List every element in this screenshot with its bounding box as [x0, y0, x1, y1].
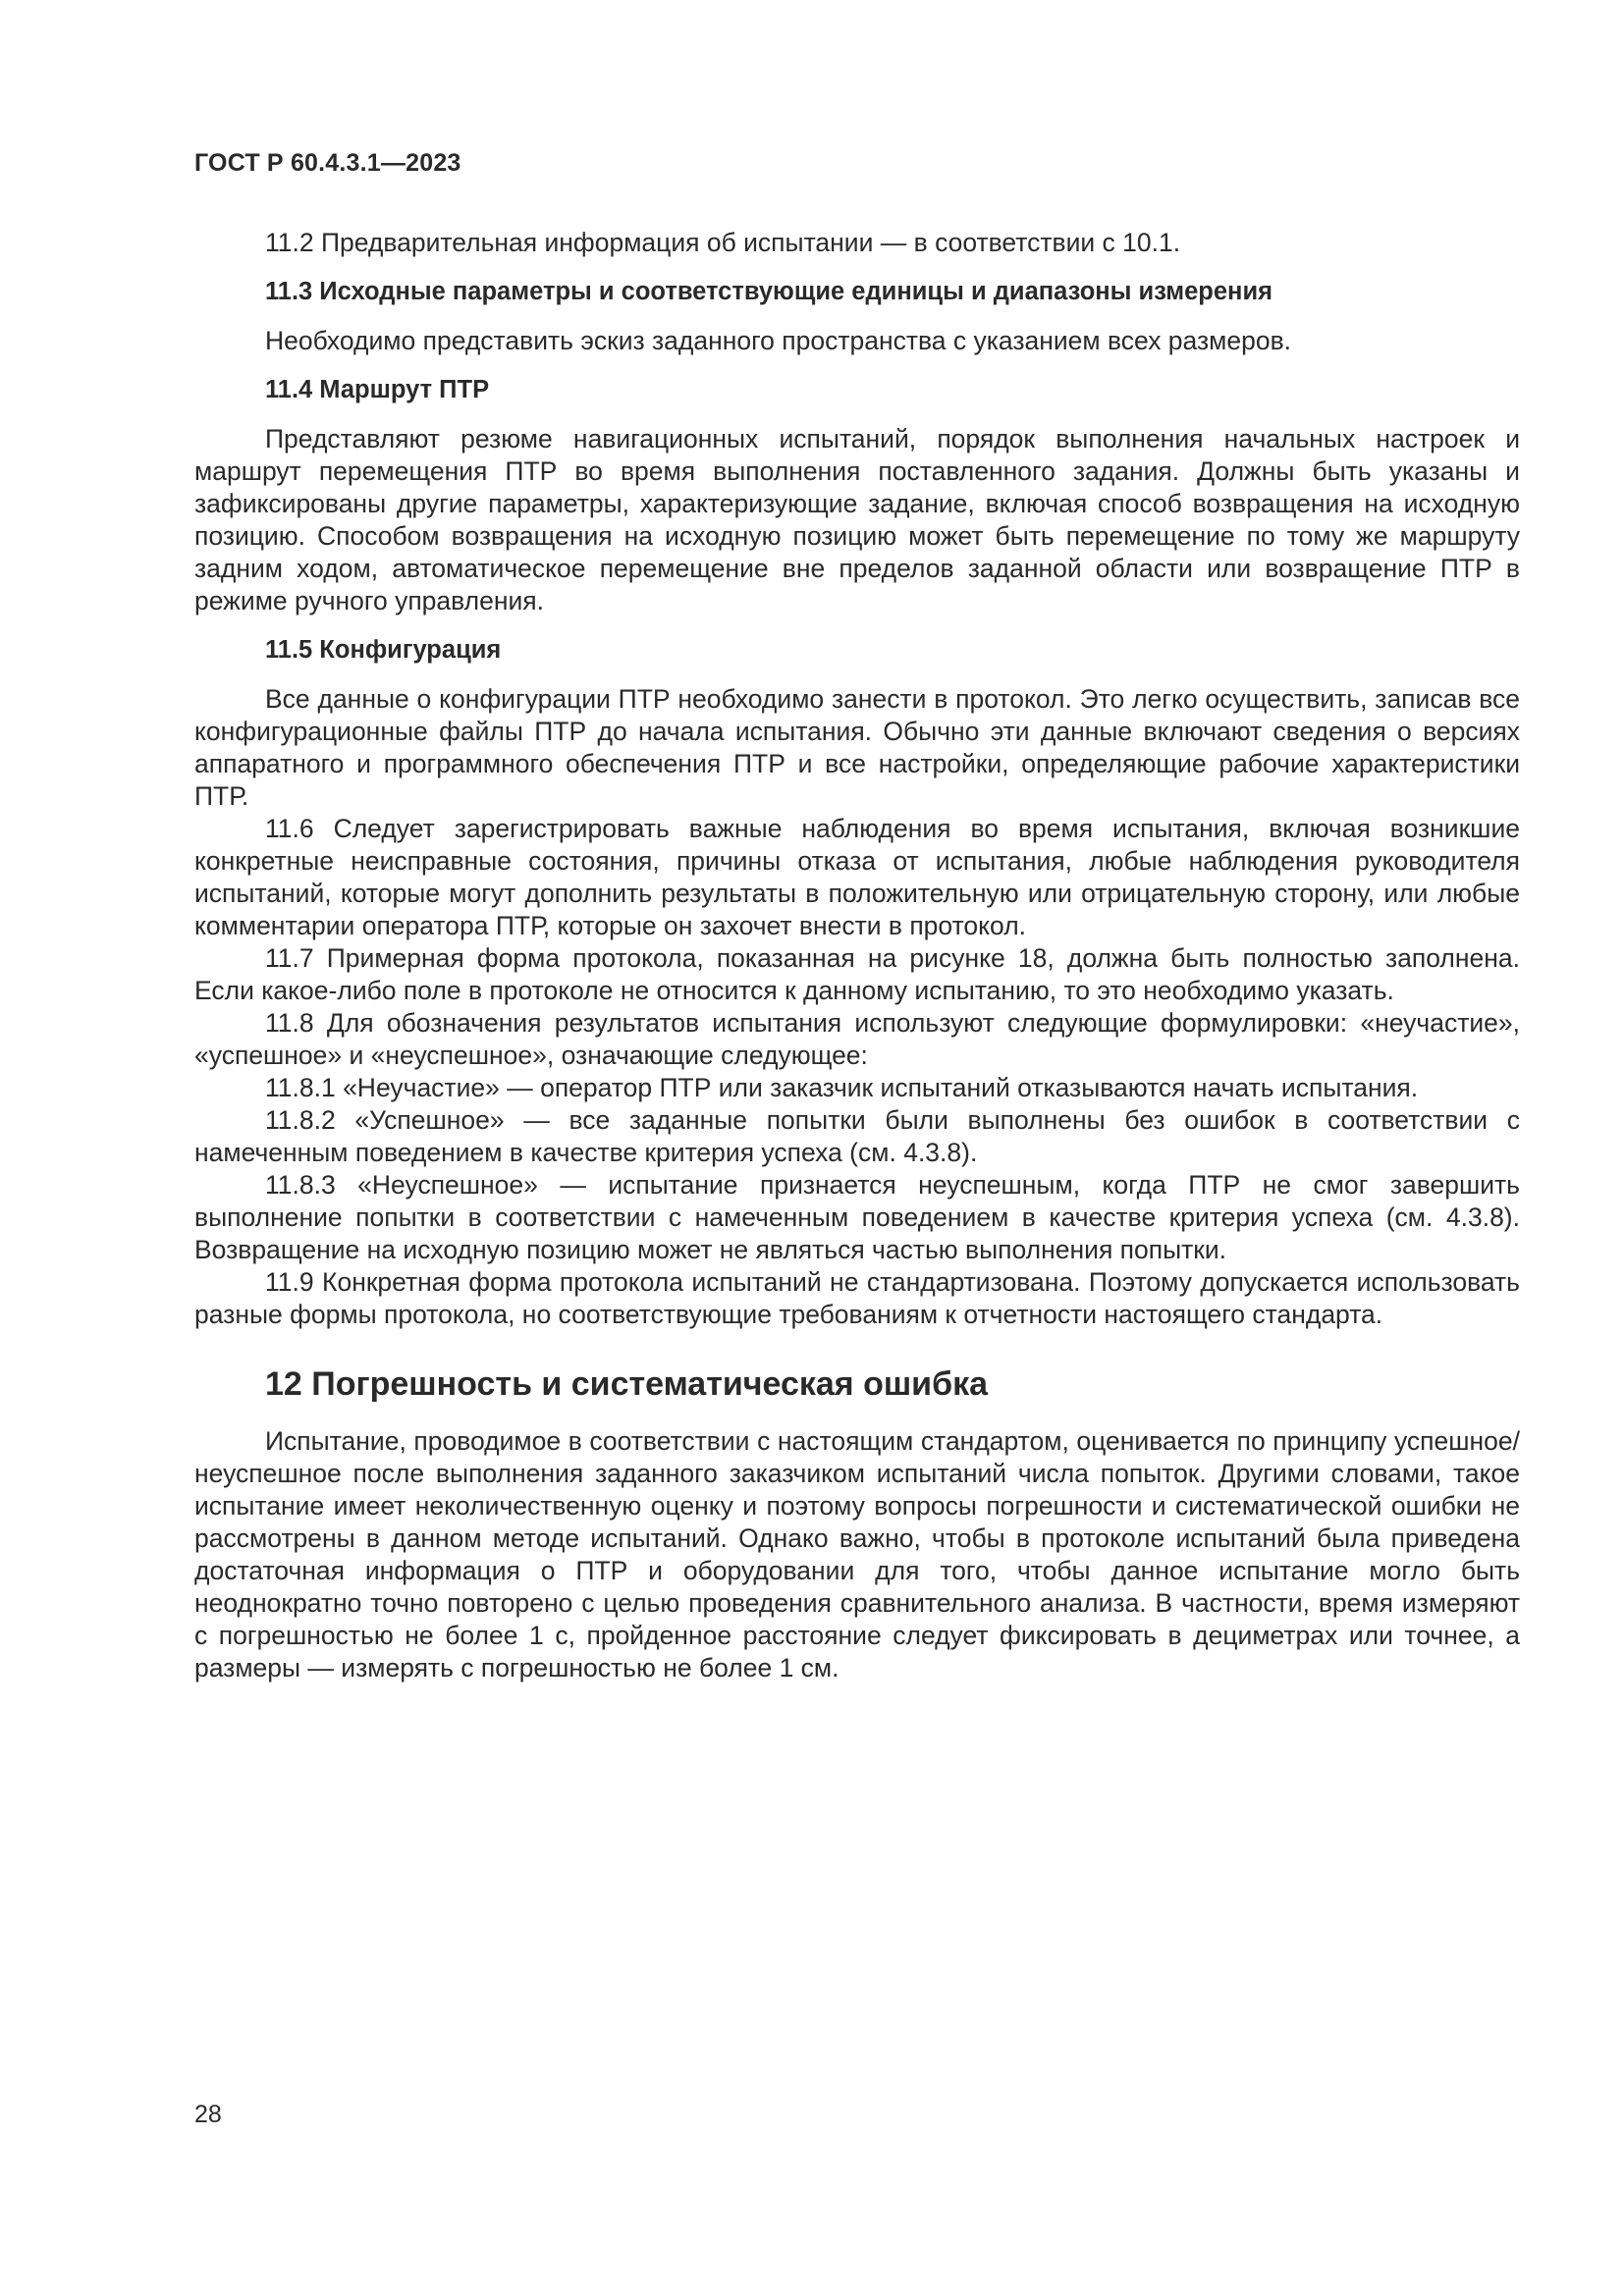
heading-11-5: 11.5 Конфигурация	[265, 636, 502, 664]
paragraph-11-6: 11.6 Следует зарегистрировать важные наблюдения во время испытания, включая возникшие конкретные неисправные состояния, причины отказа от испытания, любые наблюдения руководителя испытаний, которые могут дополнить результаты в положительную или отрицательную сторону, или любые комментарии оператора ПТР, которые он захочет внести в протокол.	[194, 814, 1520, 940]
page-number: 28	[194, 2101, 222, 2128]
paragraph-12: Испытание, проводимое в соответствии с настоящим стандартом, оценивается по принципу успешное/неуспешное после выполнения заданного заказчиком испытаний числа попыток. Другими словами, такое испытание имеет неколичественную оценку и поэтому вопросы погрешности и систематической ошибки не рассмотрены в данном методе испытаний. Однако важно, чтобы в протоколе испытаний была приведена достаточная информация о ПТР и оборудовании для того, чтобы данное испытание могло быть неоднократно точно повторено с целью проведения сравнительного анализа. В частности, время измеряют с погрешностью не более 1 с, пройденное расстояние следует фиксировать в дециметрах или точнее, а размеры — измерять с погрешностью не более 1 см.	[194, 1426, 1520, 1682]
document-body	[194, 227, 1520, 1684]
paragraph-11-8-2: 11.8.2 «Успешное» — все заданные попытки были выполнены без ошибок в соответствии с намеченным поведением в качестве критерия успеха (см. 4.3.8).	[194, 1105, 1520, 1167]
document-standard-title: ГОСТ Р 60.4.3.1—2023	[194, 149, 461, 177]
paragraph-11-5: Все данные о конфигурации ПТР необходимо занести в протокол. Это легко осуществить, записав все конфигурационные файлы ПТР до начала испытания. Обычно эти данные включают сведения о версиях аппаратного и программного обеспечения ПТР и все настройки, определяющие рабочие характеристики ПТР.	[194, 684, 1520, 811]
paragraph-11-2: 11.2 Предварительная информация об испытании — в соответствии с 10.1.	[265, 228, 1181, 257]
paragraph-11-7: 11.7 Примерная форма протокола, показанная на рисунке 18, должна быть полностью заполнена. Если какое-либо поле в протоколе не относится к данному испытанию, то это необходимо указать.	[194, 943, 1520, 1005]
paragraph-11-8-1: 11.8.1 «Неучастие» — оператор ПТР или заказчик испытаний отказываются начать испытания.	[265, 1073, 1419, 1102]
paragraph-11-8: 11.8 Для обозначения результатов испытания используют следующие формулировки: «неучастие», «успешное» и «неуспешное», означающие следующее:	[194, 1008, 1520, 1070]
heading-11-3: 11.3 Исходные параметры и соответствующие единицы и диапазоны измерения	[265, 278, 1273, 305]
paragraph-11-4: Представляют резюме навигационных испытаний, порядок выполнения начальных настроек и маршрут перемещения ПТР во время выполнения поставленного задания. Должны быть указаны и зафиксированы другие параметры, характеризующие задание, включая способ возвращения на исходную позицию. Способом возвращения на исходную позицию может быть перемещение по тому же маршруту задним ходом, автоматическое перемещение вне пределов заданной области или возвращение ПТР в режиме ручного управления.	[194, 424, 1520, 615]
paragraph-11-8-3: 11.8.3 «Неуспешное» — испытание признается неуспешным, когда ПТР не смог завершить выполнение попытки в соответствии с намеченным поведением в качестве критерия успеха (см. 4.3.8). Возвращение на исходную позицию может не являться частью выполнения попытки.	[194, 1170, 1520, 1264]
heading-11-4: 11.4 Маршрут ПТР	[265, 376, 490, 403]
heading-section-12: 12 Погрешность и систематическая ошибка	[265, 1365, 989, 1403]
paragraph-11-3: Необходимо представить эскиз заданного пространства с указанием всех размеров.	[265, 326, 1292, 355]
paragraph-11-9: 11.9 Конкретная форма протокола испытаний не стандартизована. Поэтому допускается использовать разные формы протокола, но соответствующие требованиям к отчетности настоящего стандарта.	[194, 1267, 1520, 1329]
